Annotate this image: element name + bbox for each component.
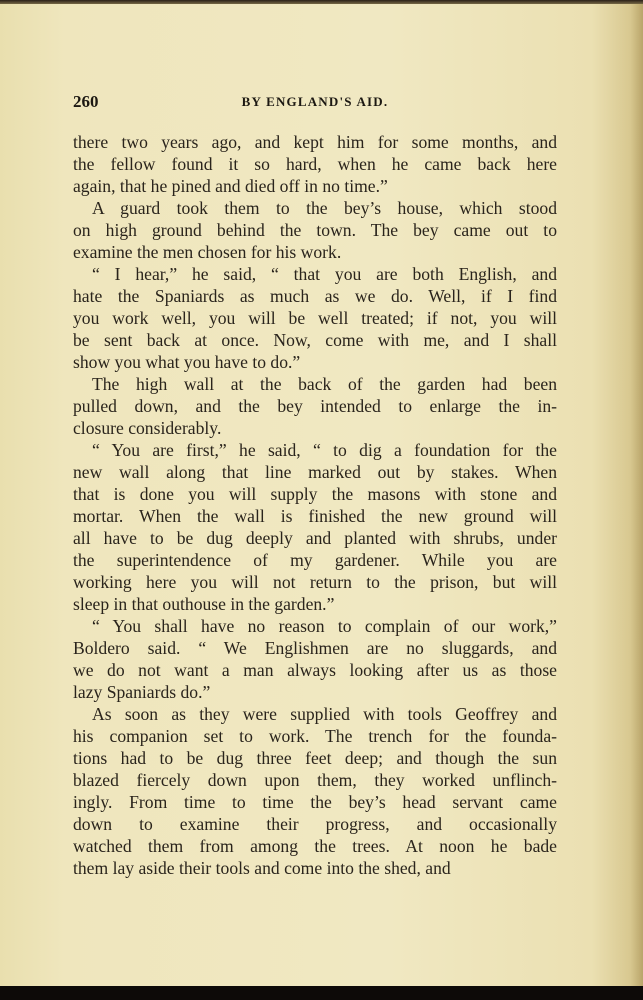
- text-line: watched them from among the trees. At noon he bade: [73, 836, 557, 856]
- paragraph: [73, 703, 557, 879]
- paragraph: [73, 615, 557, 703]
- text-line: on high ground behind the town. The bey came out to: [73, 220, 557, 240]
- paragraph: [73, 131, 557, 197]
- page-body: [73, 131, 557, 879]
- text-line: tions had to be dug three feet deep; and though the sun: [73, 748, 557, 768]
- page-bottom-edge: [0, 986, 643, 1000]
- running-title: BY ENGLAND'S AID.: [241, 94, 389, 109]
- text-line: sleep in that outhouse in the garden.”: [73, 594, 335, 614]
- text-line: The high wall at the back of the garden had been: [92, 374, 557, 394]
- text-line: lazy Spaniards do.”: [73, 682, 211, 702]
- text-line: examine the men chosen for his work.: [73, 242, 342, 262]
- page-header: [73, 92, 557, 116]
- text-line: all have to be dug deeply and planted with shrubs, under: [73, 528, 557, 548]
- text-line: the fellow found it so hard, when he came back here: [73, 154, 557, 174]
- text-line: As soon as they were supplied with tools Geoffrey and: [92, 704, 557, 724]
- text-line: again, that he pined and died off in no time.”: [73, 176, 388, 196]
- text-line: the superintendence of my gardener. While you are: [73, 550, 557, 570]
- text-line: show you what you have to do.”: [73, 352, 301, 372]
- text-line: working here you will not return to the prison, but will: [73, 572, 557, 592]
- text-line: Boldero said. “ We Englishmen are no sluggards, and: [73, 638, 557, 658]
- text-line: mortar. When the wall is finished the new ground will: [73, 506, 557, 526]
- text-line: hate the Spaniards as much as we do. Well, if I find: [73, 286, 557, 306]
- paragraph: [73, 197, 557, 263]
- text-line: we do not want a man always looking after us as those: [73, 660, 557, 680]
- text-line: you work well, you will be well treated; if not, you will: [73, 308, 557, 328]
- book-page: [0, 4, 643, 986]
- text-line: ingly. From time to time the bey’s head servant came: [73, 792, 557, 812]
- text-line: “ You shall have no reason to complain of our work,”: [92, 616, 557, 636]
- text-line: down to examine their progress, and occasionally: [73, 814, 557, 834]
- text-line: A guard took them to the bey’s house, which stood: [92, 198, 557, 218]
- text-line: his companion set to work. The trench for the founda-: [73, 726, 557, 746]
- text-line: “ You are first,” he said, “ to dig a foundation for the: [92, 440, 557, 460]
- paragraph: [73, 263, 557, 373]
- text-line: them lay aside their tools and come into the shed, and: [73, 858, 451, 878]
- page-number: 260: [73, 92, 99, 111]
- paragraph: [73, 439, 557, 615]
- paragraph: [73, 373, 557, 439]
- text-line: be sent back at once. Now, come with me, and I shall: [73, 330, 557, 350]
- text-line: blazed fiercely down upon them, they worked unflinch-: [73, 770, 557, 790]
- text-line: “ I hear,” he said, “ that you are both English, and: [92, 264, 557, 284]
- text-line: there two years ago, and kept him for some months, and: [73, 132, 557, 152]
- text-line: that is done you will supply the masons with stone and: [73, 484, 557, 504]
- text-line: pulled down, and the bey intended to enlarge the in-: [73, 396, 557, 416]
- text-line: new wall along that line marked out by stakes. When: [73, 462, 557, 482]
- text-line: closure considerably.: [73, 418, 222, 438]
